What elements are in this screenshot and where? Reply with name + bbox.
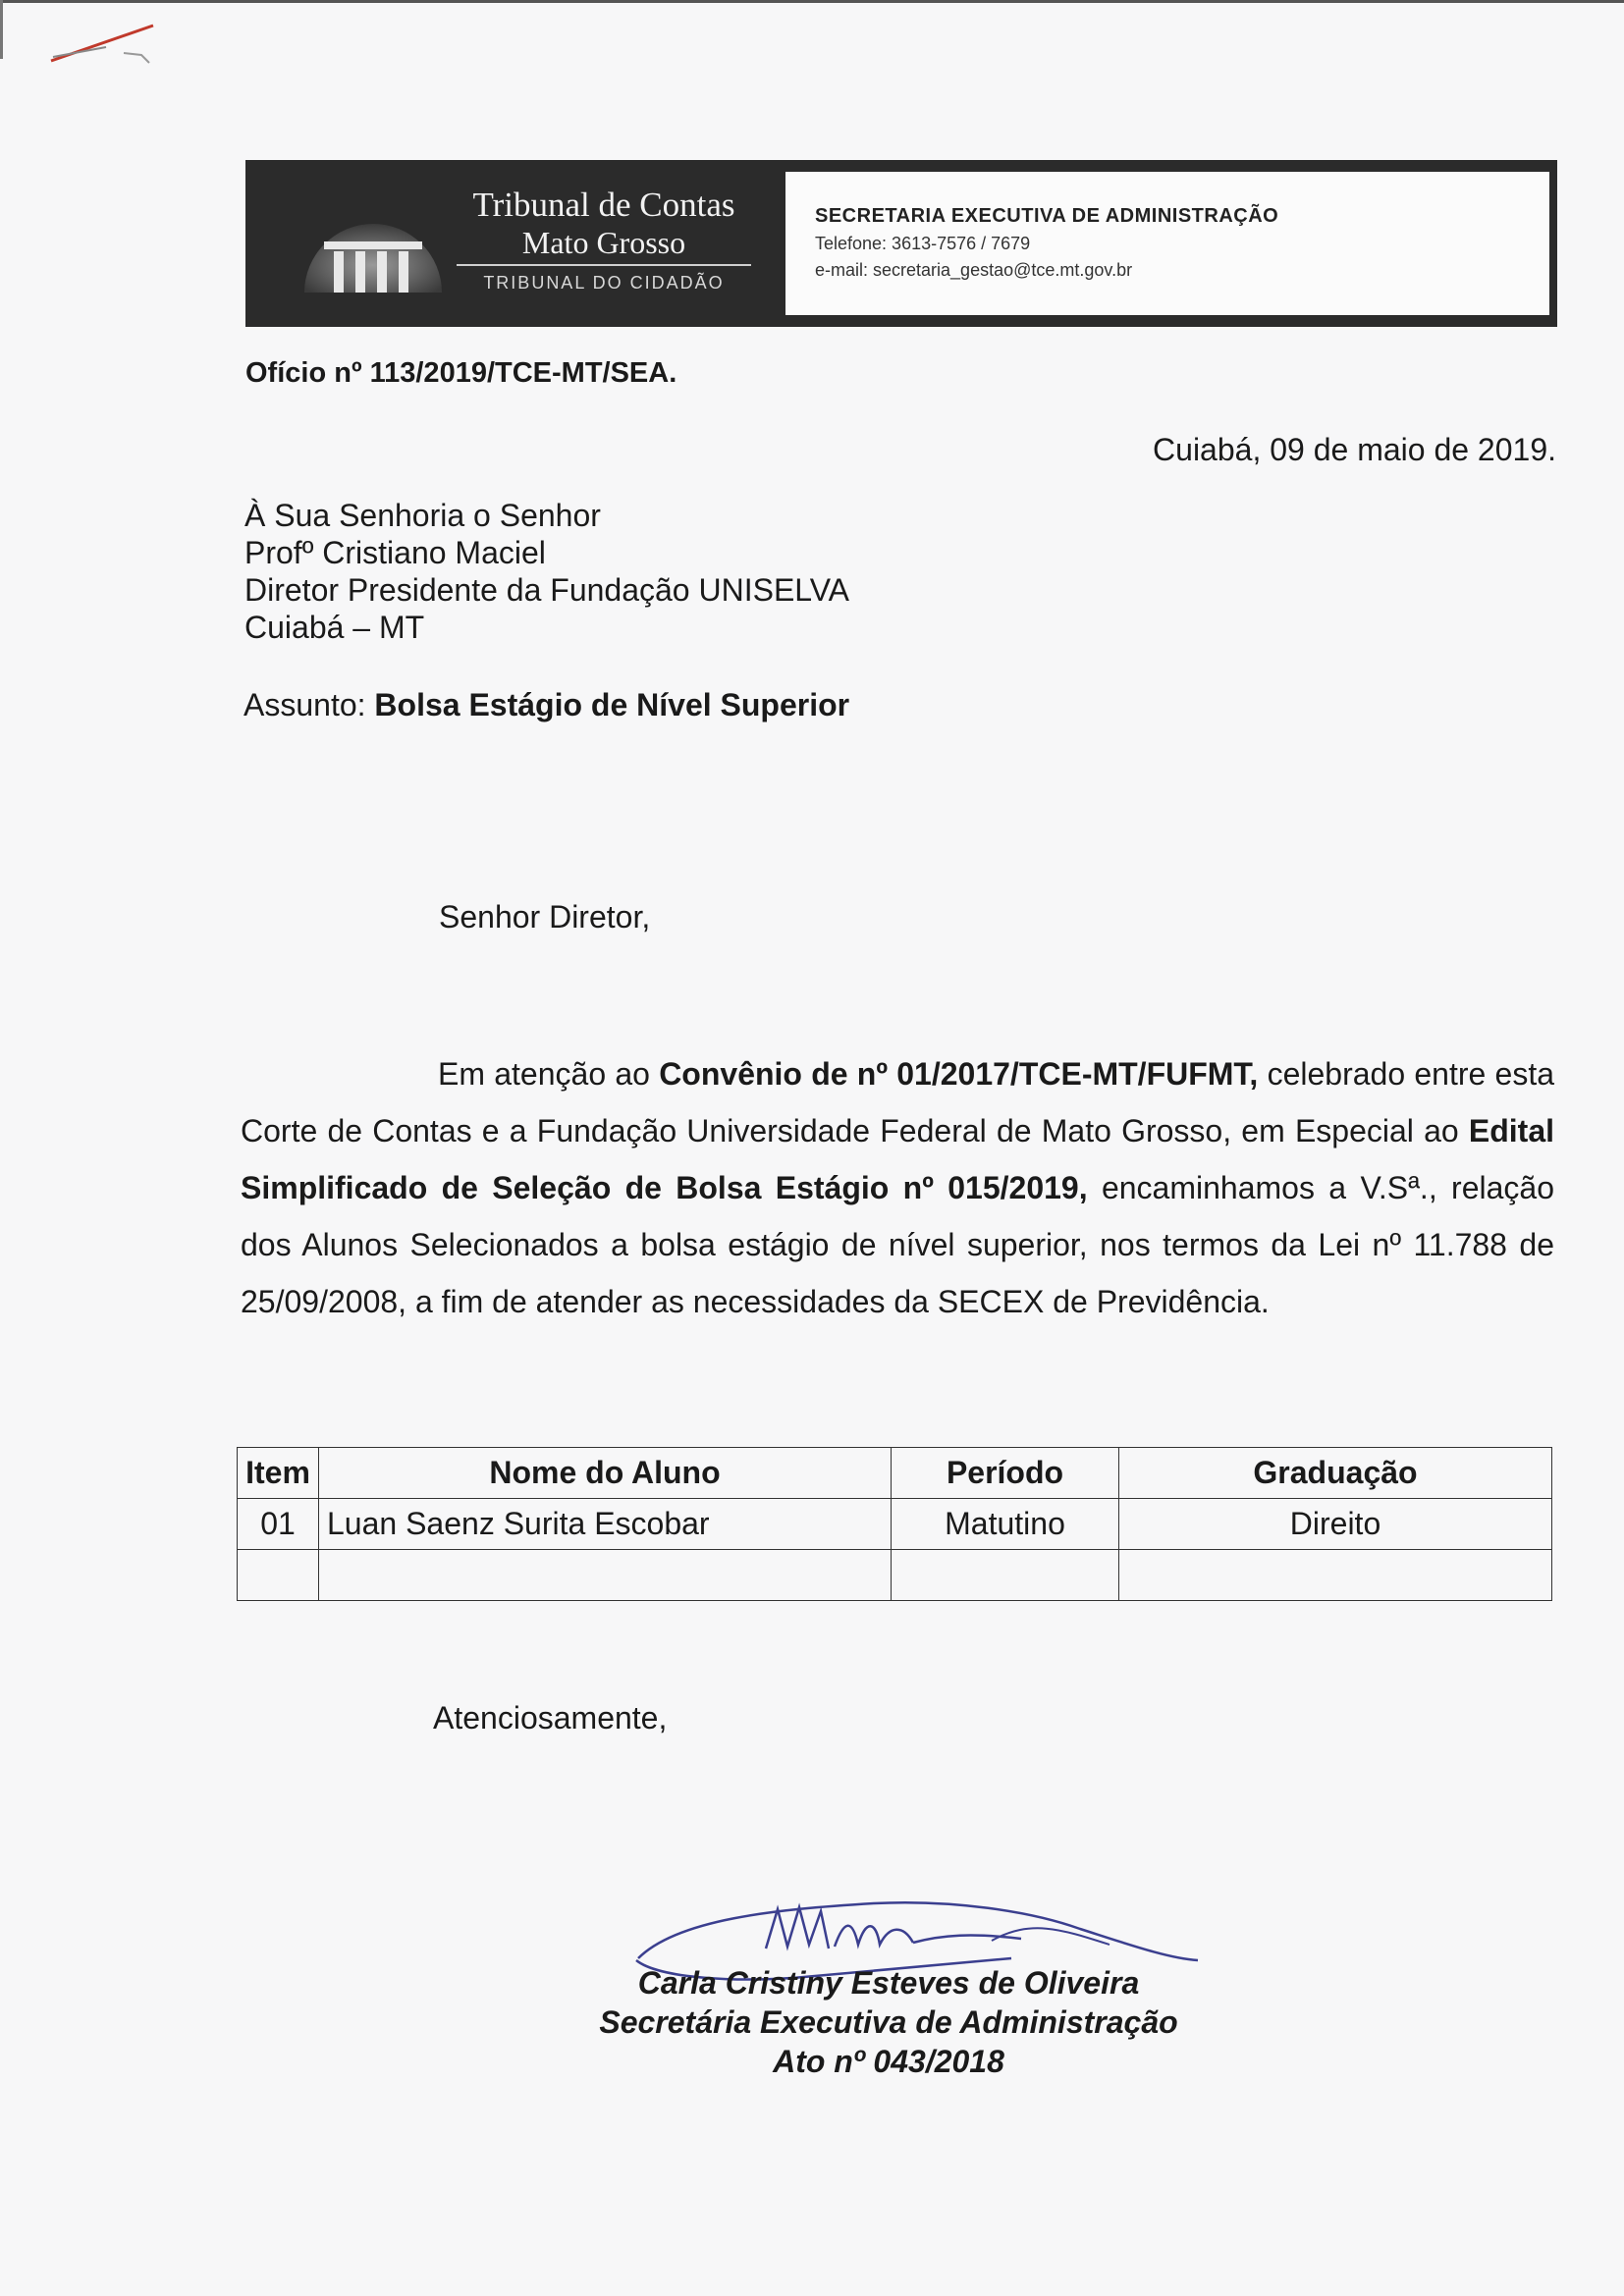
cell-degree: Direito — [1119, 1499, 1552, 1550]
addressee-line: À Sua Senhoria o Senhor — [244, 498, 601, 533]
table-row — [238, 1499, 1552, 1550]
subject-text: Bolsa Estágio de Nível Superior — [374, 687, 850, 722]
org-name — [457, 186, 751, 260]
addressee-line: Diretor Presidente da Fundação UNISELVA — [244, 572, 850, 608]
signer-act: Ato nº 043/2018 — [773, 2044, 1004, 2079]
table-header-row — [238, 1448, 1552, 1499]
cell-period — [892, 1550, 1119, 1601]
scan-top-edge — [0, 0, 1624, 3]
cell-student-name: Luan Saenz Surita Escobar — [319, 1499, 892, 1550]
table-row — [238, 1550, 1552, 1601]
header-item: Item — [238, 1448, 319, 1499]
cell-item: 01 — [238, 1499, 319, 1550]
body-text-2: celebrado entre esta Corte de Contas e a Fundação Universidade Federal de Mato Grosso, em Especial ao — [241, 1056, 1555, 1148]
org-tagline: TRIBUNAL DO CIDADÃO — [483, 273, 725, 293]
cell-period: Matutino — [892, 1499, 1119, 1550]
org-name-line1: Tribunal de Contas — [472, 186, 735, 224]
addressee-line: Profº Cristiano Maciel — [244, 535, 546, 570]
salutation: Senhor Diretor, — [439, 899, 651, 934]
cell-item — [238, 1550, 319, 1601]
subject-label: Assunto: — [244, 687, 366, 722]
cell-degree — [1119, 1550, 1552, 1601]
subject-line — [244, 687, 849, 723]
letterhead — [245, 160, 1557, 327]
org-divider — [457, 264, 751, 266]
body-text-3: encaminhamos a V.Sª., relação dos Alunos Selecionados a bolsa estágio de nível superior, nos termos da Lei nº 11.788 de 25/09/2008, a fim de atender as necessidades da SECEX de Previdência. — [241, 1170, 1555, 1319]
header-student-name: Nome do Aluno — [319, 1448, 892, 1499]
tribunal-building-icon — [295, 185, 452, 302]
signer-title: Secretária Executiva de Administração — [599, 2004, 1178, 2040]
document-date: Cuiabá, 09 de maio de 2019. — [1153, 432, 1556, 467]
pen-mark — [47, 18, 175, 77]
agreement-reference: Convênio de nº 01/2017/TCE-MT/FUFMT, — [659, 1056, 1259, 1092]
addressee-block — [244, 497, 849, 646]
students-table — [237, 1447, 1552, 1601]
cell-student-name — [319, 1550, 892, 1601]
header-degree: Graduação — [1119, 1448, 1552, 1499]
body-text-1: Em atenção ao — [438, 1056, 660, 1092]
closing: Atenciosamente, — [433, 1700, 668, 1735]
addressee-line: Cuiabá – MT — [244, 610, 425, 645]
org-name-line2: Mato Grosso — [521, 225, 686, 260]
document-reference: Ofício nº 113/2019/TCE-MT/SEA. — [245, 357, 677, 389]
logo-block — [245, 160, 781, 327]
signer-block — [550, 1963, 1227, 2081]
body-paragraph — [241, 1045, 1554, 1330]
header-period: Período — [892, 1448, 1119, 1499]
contact-box — [785, 172, 1549, 315]
edital-reference: Edital Simplificado de Seleção de Bolsa Estágio nº 015/2019, — [241, 1113, 1554, 1205]
phone-line: Telefone: 3613-7576 / 7679 — [815, 234, 1031, 253]
signer-name: Carla Cristiny Esteves de Oliveira — [637, 1965, 1140, 2001]
department-name: SECRETARIA EXECUTIVA DE ADMINISTRAÇÃO — [815, 205, 1279, 227]
email-line: e-mail: secretaria_gestao@tce.mt.gov.br — [815, 260, 1133, 280]
scan-left-edge — [0, 0, 3, 59]
